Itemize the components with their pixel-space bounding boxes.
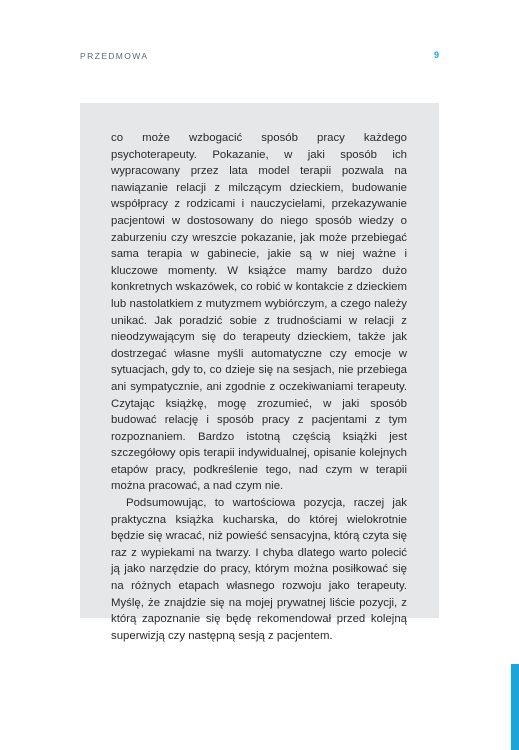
foreword-text-box — [80, 103, 439, 642]
page-number: 9 — [433, 50, 439, 60]
paragraph-2: Podsumowując, to wartościowa pozycja, raczej jak praktyczna książka kucharska, do której wielokrotnie będzie się wracać, niż powieść sensacyjna, którą czyta się raz z wypiekami na twarzy. I chyba dlatego warto polecić ją jako narzędzie do pracy, którym można posiłkować się na różnych etapach własnego rozwoju jako terapeuty. Myślę, że znajdzie się na mojej prywatnej liście pozycji, z którą zapoznanie się będę rekomendował przed kolejną superwizją czy następną sesją z pacjentem. — [111, 497, 407, 642]
paragraph-1: co może wzbogacić sposób pracy każdego psychoterapeuty. Pokazanie, w jaki sposób ich wypracowany przez lata model terapii pozwala na nawiązanie relacji z milczącym dzieckiem, budowanie współpracy z rodzicami i nauczycielami, przekazywanie pacjentowi w dostosowany do niego sposób wiedzy o zaburzeniu czy wreszcie pokazanie, jak może przebiegać sama terapia w gabinecie, jakie są w niej ważne i kluczowe momenty. W książce mamy bardzo dużo konkretnych wskazówek, co robić w kontakcie z dzieckiem lub nastolatkiem z mutyzmem wybiórczym, a czego należy unikać. Jak poradzić sobie z trudnościami w relacji z nieodzywającym się do terapeuty dzieckiem, także jak dostrzegać własne myśli automatyczne czy emocje w sytuacjach, gdy to, co dzieje się na sesjach, nie przebiega ani sympatycznie, ani zgodnie z oczekiwaniami terapeuty. Czytając książkę, mogę zrozumieć, w jaki sposób budować relację i sposób pracy z pacjentami z tym rozpoznaniem. Bardzo istotną częścią książki jest szczegółowy opis terapii indywidualnej, opisanie kolejnych etapów pracy, podkreślenie tego, nad czym w terapii można pracować, a nad czym nie. — [111, 132, 407, 493]
running-title: PRZEDMOWA — [80, 51, 149, 61]
page-edge-accent-bar — [511, 664, 519, 750]
